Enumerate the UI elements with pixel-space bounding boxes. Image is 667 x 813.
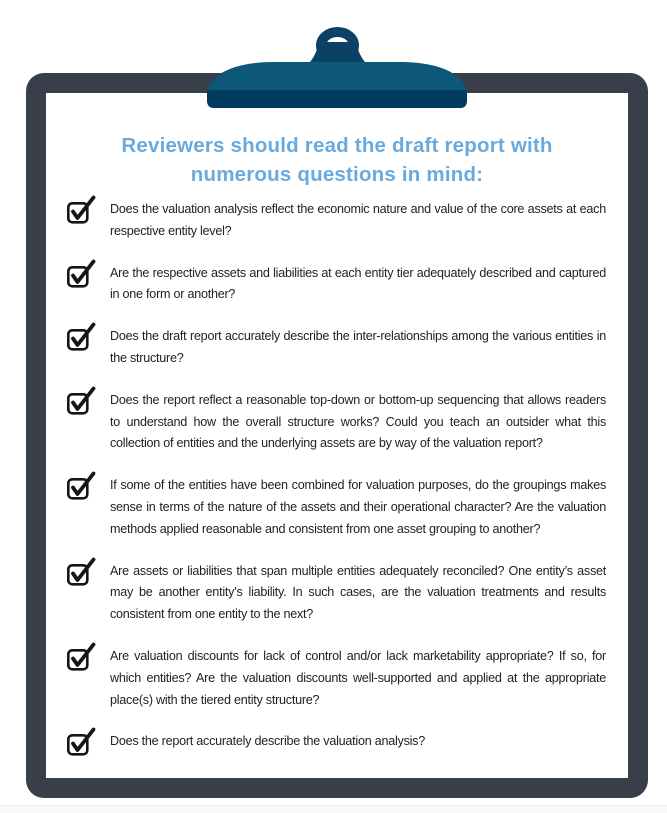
checked-checkbox-icon: [66, 642, 96, 671]
checklist-item-text: Are the respective assets and liabilities at each entity tier adequately described and captured in one form or another?: [110, 265, 606, 302]
checklist-item: [66, 390, 606, 455]
checked-checkbox-icon: [66, 195, 96, 224]
checklist-item-text: Does the valuation analysis reflect the economic nature and value of the core assets at each respective entity level?: [110, 202, 606, 238]
checklist-item: [66, 263, 606, 307]
checklist-item-text: Does the report reflect a reasonable top-down or bottom-up sequencing that allows readers to understand how the overall structure works? Could you teach an outsider what this collection of entities and the underlying assets are by way of the valuation report?: [110, 392, 606, 451]
checklist-item-text: Are valuation discounts for lack of control and/or lack marketability appropriate? If so, for which entities? Are the valuation discounts well-supported and applied at the appropriate place(s) with the tiered entity structure?: [110, 648, 606, 707]
clipboard: [26, 73, 648, 798]
checklist: [46, 199, 628, 756]
page-title: Reviewers should read the draft report with numerous questions in mind:: [121, 134, 553, 186]
checked-checkbox-icon: [66, 386, 96, 415]
checklist-item-text: Are assets or liabilities that span multiple entities adequately reconciled? One entity’s asset may be another entity’s liability. In such cases, are the valuation treatments and results consistent from one entity to the next?: [110, 563, 606, 622]
checked-checkbox-icon: [66, 471, 96, 500]
checked-checkbox-icon: [66, 322, 96, 351]
checklist-item-text: If some of the entities have been combined for valuation purposes, do the groupings makes sense in terms of the nature of the assets and their operational character? Are the valuation methods applied reasonable and consistent from one asset grouping to another?: [110, 478, 606, 536]
clipboard-clip-icon: [204, 18, 470, 110]
checked-checkbox-icon: [66, 259, 96, 288]
checklist-item-text: Does the draft report accurately describe the inter-relationships among the various entities in the structure?: [110, 329, 606, 365]
page-bottom-strip: [0, 805, 667, 813]
checklist-item: [66, 731, 606, 756]
checklist-item: [66, 646, 606, 711]
checklist-item: [66, 326, 606, 370]
checklist-item: [66, 199, 606, 243]
checklist-item: [66, 561, 606, 626]
checked-checkbox-icon: [66, 557, 96, 586]
checklist-item: [66, 475, 606, 540]
checklist-item-text: Does the report accurately describe the valuation analysis?: [110, 734, 425, 749]
clip-dome-band: [207, 90, 467, 108]
checked-checkbox-icon: [66, 727, 96, 756]
